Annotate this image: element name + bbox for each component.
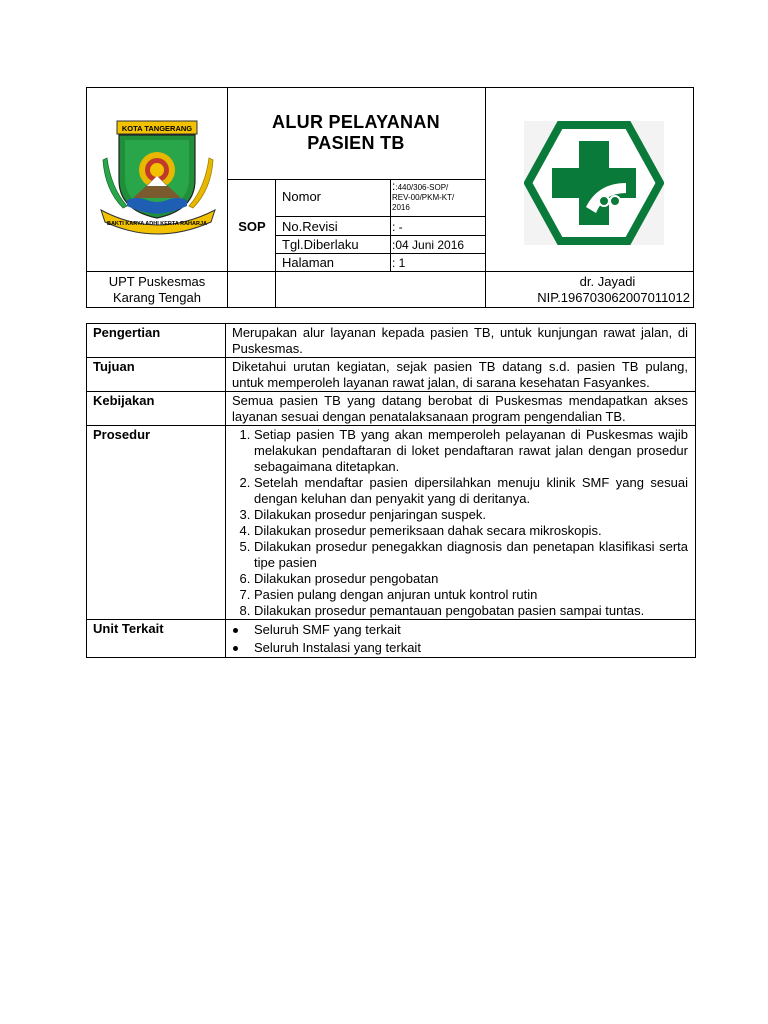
field-value-nomor: ::440/306-SOP/ REV-00/PKM-KT/ 2016 bbox=[392, 179, 455, 212]
title-line-1: ALUR PELAYANAN bbox=[272, 112, 440, 132]
unit-item-text: Seluruh Instalasi yang terkait bbox=[254, 640, 421, 655]
header-divider bbox=[275, 179, 276, 271]
footer-left-line-2: Karang Tengah bbox=[113, 290, 201, 305]
row-label-pengertian: Pengertian bbox=[87, 324, 226, 358]
crest-top-text: KOTA TANGERANG bbox=[121, 124, 193, 133]
prosedur-step: 2. Setelah mendaftar pasien dipersilahkan menuju klinik SMF yang sesuai dengan keluhan dan penyakit yang di deritanya. bbox=[254, 475, 688, 507]
field-value-revisi: : - bbox=[392, 220, 403, 234]
row-label-tujuan: Tujuan bbox=[87, 358, 226, 392]
field-label-tgl: Tgl.Diberlaku bbox=[282, 237, 359, 252]
crest-bottom-text: BAKTI KARYA ADHI KERTA RAHARJA bbox=[106, 221, 208, 227]
header-divider bbox=[227, 88, 228, 308]
footer-left-line-1: UPT Puskesmas bbox=[108, 274, 206, 289]
bullet-icon bbox=[233, 646, 238, 651]
sop-label: SOP bbox=[238, 219, 266, 234]
table-row bbox=[87, 426, 696, 620]
field-label-nomor: Nomor bbox=[282, 189, 322, 204]
unit-terkait-list bbox=[232, 621, 688, 657]
field-label-halaman: Halaman bbox=[282, 255, 335, 270]
prosedur-list bbox=[232, 427, 688, 619]
header-divider bbox=[275, 271, 276, 308]
footer-left bbox=[87, 274, 227, 306]
row-text-kebijakan: Semua pasien TB yang datang berobat di Puskesmas mendapatkan akses layanan sesuai dengan penatalaksanaan program pengendalian TB. bbox=[226, 392, 696, 426]
prosedur-step: 8. Dilakukan prosedur pemantauan pengobatan pasien sampai tuntas. bbox=[254, 603, 688, 619]
header-divider bbox=[275, 235, 485, 236]
kota-tangerang-crest-icon bbox=[97, 118, 219, 236]
prosedur-step: 4. Dilakukan prosedur pemeriksaan dahak secara mikroskopis. bbox=[254, 523, 688, 539]
footer-right-line-1: dr. Jayadi bbox=[579, 274, 636, 289]
header-divider bbox=[390, 179, 391, 271]
nomor-line-2: REV-00/PKM-KT/ bbox=[392, 193, 455, 202]
prosedur-step: 5. Dilakukan prosedur penegakkan diagnosis dan penetapan klasifikasi serta tipe pasien bbox=[254, 539, 688, 571]
nomor-line-3: 2016 bbox=[392, 203, 410, 212]
list-item bbox=[254, 639, 688, 657]
row-unit-terkait-items bbox=[226, 620, 696, 658]
header-divider bbox=[275, 253, 485, 254]
header-divider bbox=[87, 271, 694, 272]
unit-item-text: Seluruh SMF yang terkait bbox=[254, 622, 401, 637]
table-row bbox=[87, 324, 696, 358]
prosedur-step: 6. Dilakukan prosedur pengobatan bbox=[254, 571, 688, 587]
row-label-kebijakan: Kebijakan bbox=[87, 392, 226, 426]
bullet-icon bbox=[233, 628, 238, 633]
prosedur-step: 3. Dilakukan prosedur penjaringan suspek. bbox=[254, 507, 688, 523]
title-line-2: PASIEN TB bbox=[307, 133, 405, 153]
prosedur-step: 7. Pasien pulang dengan anjuran untuk kontrol rutin bbox=[254, 587, 688, 603]
row-prosedur-steps bbox=[226, 426, 696, 620]
list-item bbox=[254, 621, 688, 639]
sop-content-table bbox=[86, 323, 696, 658]
footer-right-line-2: NIP.196703062007011012 bbox=[537, 290, 690, 305]
row-label-unit-terkait: Unit Terkait bbox=[87, 620, 226, 658]
row-text-pengertian: Merupakan alur layanan kepada pasien TB, untuk kunjungan rawat jalan, di Puskesmas. bbox=[226, 324, 696, 358]
puskesmas-logo-icon bbox=[524, 121, 664, 245]
field-label-revisi: No.Revisi bbox=[282, 219, 338, 234]
table-row bbox=[87, 620, 696, 658]
sop-header-table bbox=[86, 87, 694, 308]
row-text-tujuan: Diketahui urutan kegiatan, sejak pasien TB datang s.d. pasien TB pulang, untuk memperoleh layanan rawat jalan, di sarana kesehatan Fasyankes. bbox=[226, 358, 696, 392]
document-title bbox=[229, 112, 483, 154]
field-value-halaman: : 1 bbox=[392, 256, 406, 270]
field-value-tgl: :04 Juni 2016 bbox=[392, 238, 465, 252]
row-label-prosedur: Prosedur bbox=[87, 426, 226, 620]
prosedur-step: 1. Setiap pasien TB yang akan memperoleh pelayanan di Puskesmas wajib melakukan pendaftaran di loket pendaftaran rawat jalan dengan prosedur sebagaimana ditetapkan. bbox=[254, 427, 688, 475]
footer-right bbox=[485, 274, 694, 306]
nomor-line-1: :440/306-SOP/ bbox=[395, 183, 449, 192]
table-row bbox=[87, 392, 696, 426]
header-divider bbox=[275, 216, 485, 217]
table-row bbox=[87, 358, 696, 392]
header-divider bbox=[227, 179, 485, 180]
